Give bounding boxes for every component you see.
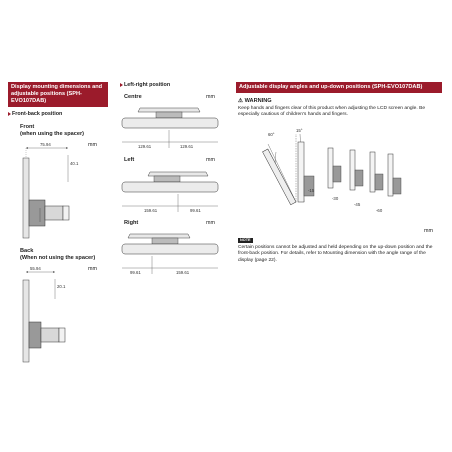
left-unit: mm [206,157,215,163]
mounting-dimensions-header [8,82,108,107]
right-unit: mm [206,220,215,226]
angle-15: 15° [296,128,303,133]
angle-minus-45: -45 [354,202,361,207]
angle-diagram-unit: mm [424,228,433,234]
right-dim-left: 99.61 [130,270,141,275]
back-dim-width: 55.94 [30,266,41,271]
mounting-dimensions-header-text: Display mounting dimensions and adjustable positions (SPH-EVO107DAB) [11,84,103,104]
left-dim-right: 99.61 [190,208,201,213]
warning-triangle-icon: ⚠ [238,98,244,104]
note-text: Certain positions cannot be adjusted and held depending on the up-down position and the front-back position. For details, refer to Mounting dimension with the angle range of the display (page 22). [238,245,433,263]
back-label-text: Back [20,248,34,254]
front-label [20,124,84,138]
left-dim-left: 159.61 [144,208,158,213]
display-angle-diagram [256,122,406,218]
right-position-diagram [118,226,223,282]
display-angles-header [236,82,442,93]
front-dim-offset: 40.1 [70,161,79,166]
right-dim-right: 159.61 [176,270,190,275]
warning-title [238,98,272,104]
angle-minus-15: -15 [308,188,315,193]
front-label-text: Front [20,124,35,130]
front-position-diagram [10,140,95,240]
front-unit: mm [88,142,97,148]
angle-minus-30: -30 [332,196,339,201]
centre-label: Centre [124,94,142,100]
triangle-bullet-icon [8,112,11,116]
centre-unit: mm [206,94,215,100]
centre-dim-left: 129.61 [138,144,152,149]
angle-minus-60: -60 [376,208,383,213]
left-position-diagram [118,164,223,220]
back-position-diagram [10,264,95,364]
front-dim-width: 75.94 [40,142,51,147]
angle-60: 60° [268,132,275,137]
back-dim-offset: 20.1 [57,284,66,289]
front-back-heading [8,111,62,117]
warning-text: Keep hands and fingers clear of this product when adjusting the LCD screen angle. Be especially cautious of children's hands and fingers. [238,106,426,118]
note-badge: NOTE [240,238,251,242]
back-label [20,248,95,262]
front-back-heading-text: Front-back position [12,111,63,117]
centre-dim-right: 129.61 [180,144,194,149]
triangle-bullet-icon [120,83,123,87]
centre-position-diagram [118,100,223,156]
front-sublabel-text: (when using the spacer) [20,131,85,137]
right-label: Right [124,220,139,226]
warning-title-text: WARNING [244,98,272,104]
back-sublabel-text: (When not using the spacer) [20,255,96,261]
display-angles-header-text: Adjustable display angles and up-down positions (SPH-EVO107DAB) [239,84,423,90]
left-right-heading-text: Left-right position [124,82,171,88]
left-right-heading [120,82,170,88]
back-unit: mm [88,266,97,272]
left-label: Left [124,157,135,163]
